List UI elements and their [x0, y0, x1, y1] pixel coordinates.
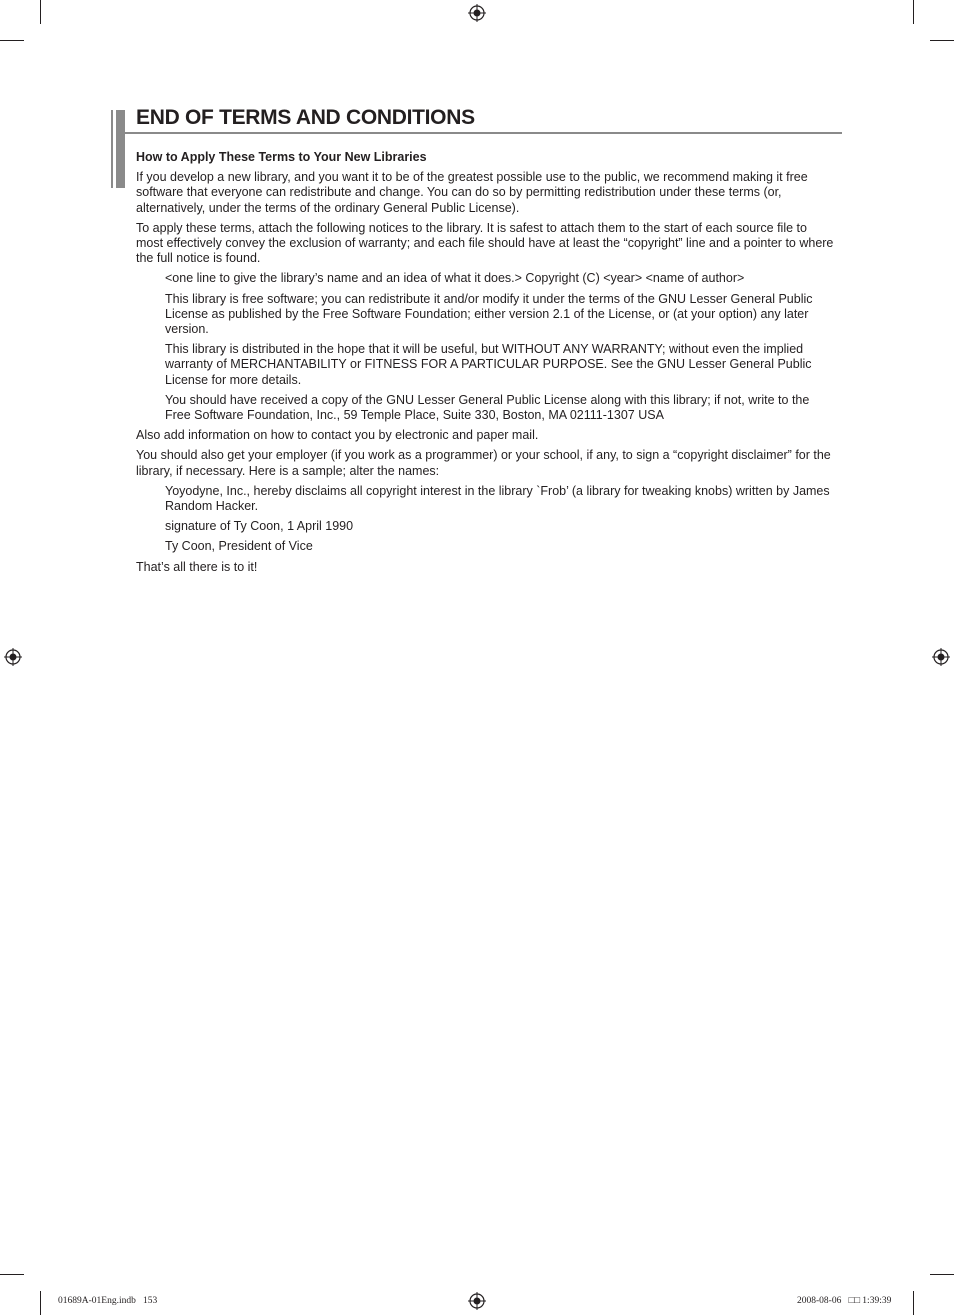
paragraph: To apply these terms, attach the following notices to the library. It is safest to attach them to the start of each source file to most effectively convey the exclusion of warranty; and each file should have at least the “copyright” line and a pointer to where the full notice is found.	[136, 220, 834, 266]
paragraph: You should also get your employer (if you work as a programmer) or your school, if any, to sign a “copyright disclaimer” for the library, if necessary. Here is a sample; alter the names:	[136, 448, 831, 478]
crop-mark	[0, 1274, 24, 1275]
paragraph: That’s all there is to it!	[136, 559, 258, 574]
section-heading: How to Apply These Terms to Your New Libraries	[136, 150, 427, 164]
crop-mark	[930, 40, 954, 41]
registration-mark-icon	[4, 648, 22, 666]
crop-mark	[40, 1291, 41, 1315]
notice-paragraph: <one line to give the library’s name and an idea of what it does.> Copyright (C) <year> <name of author>	[165, 271, 745, 286]
notice-paragraph: This library is free software; you can redistribute it and/or modify it under the terms of the GNU Lesser General Public License as published by the Free Software Foundation; either version 2.1 of the License, or (at your option) any later version.	[165, 291, 813, 337]
sample-paragraph: Yoyodyne, Inc., hereby disclaims all copyright interest in the library `Frob’ (a library for tweaking knobs) written by James Random Hacker.	[165, 483, 830, 514]
crop-mark	[913, 1291, 914, 1315]
paragraph: Also add information on how to contact you by electronic and paper mail.	[136, 428, 539, 443]
page-title: END OF TERMS AND CONDITIONS	[136, 106, 475, 129]
paragraph: If you develop a new library, and you want it to be of the greatest possible use to the public, we recommend making it free software that everyone can redistribute and change. You can do so by permitting redistribution under these terms (or, alternatively, under the terms of the ordinary General Public License).	[136, 170, 808, 215]
notice-paragraph: You should have received a copy of the GNU Lesser General Public License along with this library; if not, write to the Free Software Foundation, Inc., 59 Temple Place, Suite 330, Boston, MA 02111-1307 USA	[165, 392, 810, 423]
crop-mark	[930, 1274, 954, 1275]
registration-mark-icon	[468, 4, 486, 22]
footer-timestamp: 2008-08-06 □□ 1:39:39	[797, 1296, 892, 1306]
crop-mark	[40, 0, 41, 24]
document-body	[136, 150, 836, 580]
registration-mark-icon	[932, 648, 950, 666]
sample-paragraph: Ty Coon, President of Vice	[165, 539, 313, 554]
sidebar-accent-bar	[111, 110, 113, 188]
sample-paragraph: signature of Ty Coon, 1 April 1990	[165, 519, 354, 534]
sidebar-accent-bar	[116, 110, 125, 188]
footer-file-info: 01689A-01Eng.indb 153	[58, 1296, 158, 1306]
title-rule	[124, 132, 842, 134]
registration-mark-icon	[468, 1292, 486, 1310]
crop-mark	[913, 0, 914, 24]
notice-paragraph: This library is distributed in the hope that it will be useful, but WITHOUT ANY WARRANTY; without even the implied warranty of MERCHANTABILITY or FITNESS FOR A PARTICULAR PURPOSE. See the GNU Lesser General Public License for more details.	[165, 342, 812, 387]
crop-mark	[0, 40, 24, 41]
